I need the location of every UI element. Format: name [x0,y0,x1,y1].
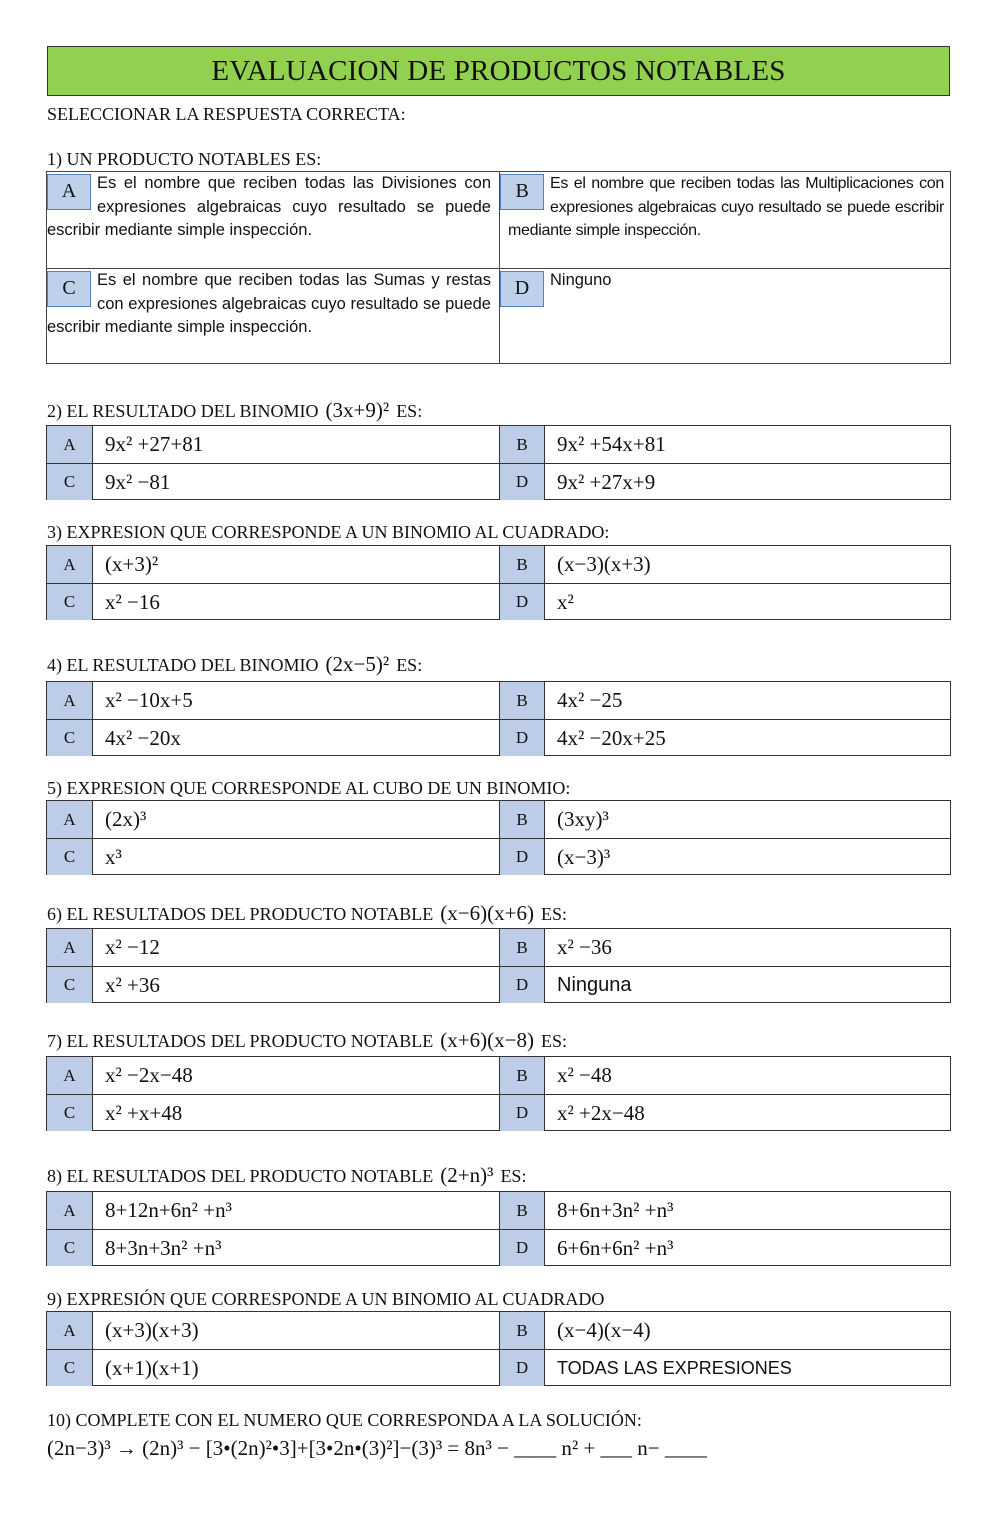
option-letter-b[interactable]: B [499,682,545,719]
option-value-c[interactable]: 9x² −81 [105,469,171,494]
question-suffix: ES: [500,1166,527,1186]
option-letter-a[interactable]: A [47,174,91,210]
option-value-b[interactable]: x² −48 [557,1063,612,1087]
option-value-b[interactable]: 4x² −25 [557,688,623,712]
question-2-label [47,398,422,423]
options-row [47,546,950,583]
option-letter-a[interactable]: A [47,1192,93,1229]
question-expression: (x−6)(x+6) [440,901,534,925]
option-value-c[interactable]: x² +36 [105,972,160,997]
option-letter-d[interactable]: D [499,967,545,1003]
option-value-c[interactable]: x² +x+48 [105,1100,183,1125]
option-value-d[interactable]: Ninguna [557,973,632,996]
option-value-a[interactable]: (2x)³ [105,807,147,831]
question-1-label: 1) UN PRODUCTO NOTABLES ES: [47,149,322,169]
question-5-options [46,800,951,875]
question-suffix: ES: [396,401,423,421]
question-text: 6) EL RESULTADOS DEL PRODUCTO NOTABLE [47,904,434,924]
option-text-line1: Es el nombre que reciben todas las Sumas y restas [97,271,491,289]
option-letter-b[interactable]: B [500,174,544,210]
question-9-label [47,1289,604,1310]
option-letter-a[interactable]: A [47,1057,93,1094]
option-letter-b[interactable]: B [499,1312,545,1349]
options-row [47,1057,950,1094]
question-text: 2) EL RESULTADO DEL BINOMIO [47,401,319,421]
question-10-label: 10) COMPLETE CON EL NUMERO QUE CORRESPONDA A LA SOLUCIÓN: [47,1410,642,1430]
option-value-a[interactable]: x² −2x−48 [105,1063,193,1087]
options-row [47,1229,950,1266]
question-8-options [46,1191,951,1266]
question-2-options [46,425,951,500]
options-row [47,719,950,756]
option-letter-b[interactable]: B [499,801,545,838]
option-value-b[interactable]: (x−4)(x−4) [557,1318,651,1342]
option-letter-c[interactable]: C [47,839,93,875]
question-expression: (3x+9)² [325,398,390,422]
option-text-line1: Es el nombre que reciben todas las Multiplicaciones [550,175,914,192]
question-expression: (x+6)(x−8) [440,1028,534,1052]
option-value-a[interactable]: (x+3)² [105,552,159,576]
page-title: EVALUACION DE PRODUCTOS NOTABLES [47,46,950,96]
options-row [47,1312,950,1349]
option-letter-b[interactable]: B [499,1192,545,1229]
option-value-b[interactable]: 8+6n+3n² +n³ [557,1198,674,1222]
question-suffix: ES: [540,1031,567,1051]
question-3-options [46,545,951,620]
option-letter-b[interactable]: B [499,929,545,966]
question-4-label [47,652,422,677]
option-text-rest: con expresiones algebraicas cuyo resultado se puede escribir mediante simple inspección. [47,294,491,336]
question-1-option-b[interactable] [500,172,952,243]
option-letter-c[interactable]: C [47,271,91,307]
question-suffix: ES: [540,904,567,924]
option-value-c[interactable]: x³ [105,844,122,869]
option-value-c[interactable]: x² −16 [105,589,160,614]
question-7-options [46,1056,951,1131]
option-value-a[interactable]: x² −12 [105,935,160,959]
option-letter-c[interactable]: C [47,1095,93,1131]
option-letter-a[interactable]: A [47,1312,93,1349]
option-letter-d[interactable]: D [499,464,545,500]
option-letter-b[interactable]: B [499,546,545,583]
option-value-b[interactable]: (3xy)³ [557,807,609,831]
question-text: 9) EXPRESIÓN QUE CORRESPONDE A UN BINOMIO AL CUADRADO [47,1289,605,1309]
option-value-d[interactable]: (x−3)³ [557,844,611,869]
options-row [47,966,950,1003]
option-value-a[interactable]: 8+12n+6n² +n³ [105,1198,232,1222]
option-value-a[interactable]: (x+3)(x+3) [105,1318,199,1342]
option-letter-a[interactable]: A [47,546,93,583]
options-row [47,682,950,719]
option-letter-a[interactable]: A [47,682,93,719]
option-text-line1: Es el nombre que reciben todas las Divisiones [97,174,457,192]
question-text: 8) EL RESULTADOS DEL PRODUCTO NOTABLE [47,1166,434,1186]
option-value-b[interactable]: x² −36 [557,935,612,959]
options-row [47,929,950,966]
option-letter-d[interactable]: D [499,1230,545,1266]
option-value-a[interactable]: x² −10x+5 [105,688,193,712]
question-text: 7) EL RESULTADOS DEL PRODUCTO NOTABLE [47,1031,434,1051]
option-value-d[interactable]: x² [557,589,574,614]
question-3-label [47,522,609,543]
option-text-rest: con expresiones algebraicas cuyo resultado se puede escribir mediante simple inspección. [47,174,491,239]
question-5-label [47,778,570,799]
option-letter-d[interactable]: D [500,271,544,307]
option-letter-c[interactable]: C [47,1350,93,1386]
option-value-c[interactable]: 8+3n+3n² +n³ [105,1235,222,1260]
option-letter-b[interactable]: B [499,1057,545,1094]
question-6-label [47,901,567,926]
option-letter-d[interactable]: D [499,1095,545,1131]
option-letter-a[interactable]: A [47,801,93,838]
option-value-b[interactable]: 9x² +54x+81 [557,432,666,456]
option-value-d[interactable]: 6+6n+6n² +n³ [557,1235,674,1260]
option-letter-c[interactable]: C [47,720,93,756]
question-expression: (2+n)³ [440,1163,494,1187]
options-row [47,1094,950,1131]
option-value-d[interactable]: 4x² −20x+25 [557,725,666,750]
question-4-options [46,681,951,756]
question-7-label [47,1028,567,1053]
question-1-option-c[interactable] [47,269,499,340]
question-8-label [47,1163,526,1188]
option-value-d[interactable]: x² +2x−48 [557,1100,645,1125]
option-letter-d[interactable]: D [499,720,545,756]
option-letter-c[interactable]: C [47,967,93,1003]
question-expression: (2x−5)² [325,652,390,676]
option-letter-c[interactable]: C [47,464,93,500]
options-row [47,838,950,875]
instruction: SELECCIONAR LA RESPUESTA CORRECTA: [47,104,406,124]
question-10-expression[interactable]: (2n−3)³ → (2n)³ − [3•(2n)²•3]+[3•2n•(3)²]−(3)³ = 8n³ − ____ n² + ___ n− ____ [47,1436,707,1460]
question-9-options [46,1311,951,1386]
option-value-c[interactable]: (x+1)(x+1) [105,1355,199,1380]
option-letter-a[interactable]: A [47,929,93,966]
option-letter-d[interactable]: D [499,839,545,875]
option-letter-c[interactable]: C [47,584,93,620]
option-value-c[interactable]: 4x² −20x [105,725,181,750]
options-row [47,1192,950,1229]
question-text: 3) EXPRESION QUE CORRESPONDE A UN BINOMIO AL CUADRADO: [47,522,610,542]
option-value-a[interactable]: 9x² +27+81 [105,432,204,456]
option-letter-d[interactable]: D [499,1350,545,1386]
question-1-option-a[interactable] [47,172,499,243]
option-letter-a[interactable]: A [47,426,93,463]
option-letter-b[interactable]: B [499,426,545,463]
option-value-d[interactable]: TODAS LAS EXPRESIONES [557,1357,792,1378]
options-row [47,463,950,500]
question-1-option-d[interactable] [500,269,952,309]
options-row [47,583,950,620]
question-text: 4) EL RESULTADO DEL BINOMIO [47,655,319,675]
question-suffix: ES: [396,655,423,675]
question-1-grid [46,171,951,364]
option-letter-d[interactable]: D [499,584,545,620]
option-text-line1: Ninguno [550,271,612,289]
question-text: 5) EXPRESION QUE CORRESPONDE AL CUBO DE UN BINOMIO: [47,778,571,798]
option-value-b[interactable]: (x−3)(x+3) [557,552,651,576]
options-row [47,426,950,463]
option-value-d[interactable]: 9x² +27x+9 [557,469,656,494]
option-text-rest: con expresiones algebraicas cuyo resultado se puede escribir mediante simple inspección. [508,175,944,239]
options-row [47,1349,950,1386]
option-letter-c[interactable]: C [47,1230,93,1266]
question-6-options [46,928,951,1003]
options-row [47,801,950,838]
